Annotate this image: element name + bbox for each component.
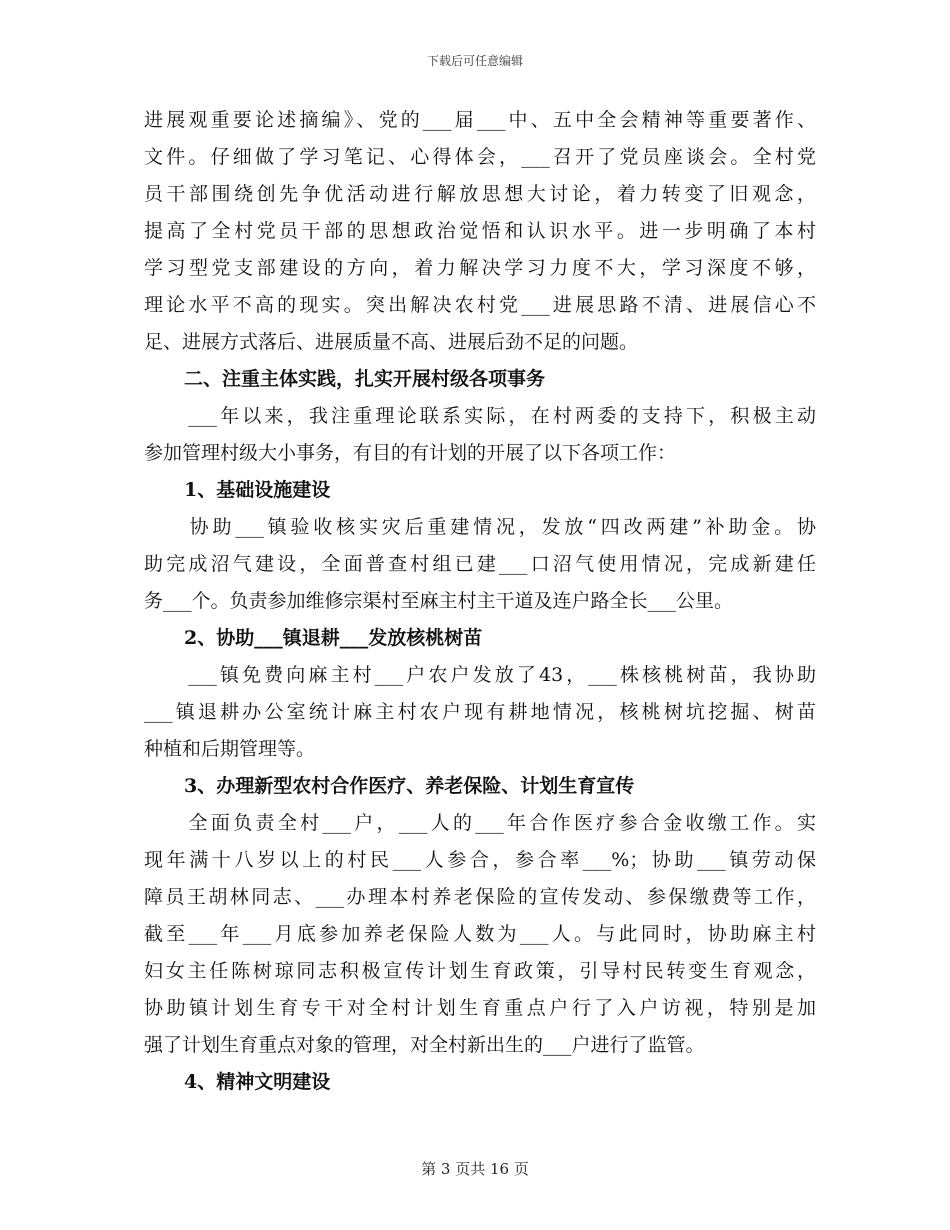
text-line: 截至___年___月底参加养老保险人数为___人。与此同时，协助麻主村 [144, 923, 816, 945]
text-line: 学习型党支部建设的方向，着力解决学习力度不大，学习深度不够， [144, 257, 816, 279]
page-header: 下载后可任意编辑 [426, 54, 523, 68]
document-body [144, 102, 816, 1101]
text-line: ___年以来，我注重理论联系实际，在村两委的支持下，积极主动 [144, 405, 816, 427]
text-line: 妇女主任陈树琼同志积极宣传计划生育政策，引导村民转变生育观念， [144, 960, 816, 982]
text-line: 种植和后期管理等。 [144, 738, 316, 760]
subsection-heading: 2、协助___镇退耕___发放核桃树苗 [184, 627, 483, 649]
text-line: 协助镇计划生育专干对全村计划生育重点户行了入户访视，特别是加 [144, 997, 816, 1019]
text-line: 文件。仔细做了学习笔记、心得体会，___召开了党员座谈会。全村党 [144, 146, 816, 168]
text-line: 员干部围绕创先争优活动进行解放思想大讨论，着力转变了旧观念， [144, 183, 816, 205]
text-line: 助完成沼气建设，全面普查村组已建___口沼气使用情况，完成新建任 [144, 553, 816, 575]
text-line: 障员王胡林同志、___办理本村养老保险的宣传发动、参保缴费等工作， [144, 886, 816, 908]
text-line: 参加管理村级大小事务，有目的有计划的开展了以下各项工作： [144, 442, 677, 464]
text-line: 理论水平不高的现实。突出解决农村党___进展思路不清、进展信心不 [144, 294, 816, 316]
text-line: ___镇免费向麻主村___户农户发放了43，___株核桃树苗，我协助 [144, 664, 816, 686]
text-line: 务___个。负责参加维修宗渠村至麻主村主干道及连户路全长___公里。 [144, 590, 734, 612]
subsection-heading: 3、办理新型农村合作医疗、养老保险、计划生育宣传 [184, 775, 635, 797]
text-line: 全面负责全村___户，___人的___年合作医疗参合金收缴工作。实 [144, 812, 816, 834]
page-footer: 第 3 页共 16 页 [421, 1160, 529, 1178]
text-line: 进展观重要论述摘编》、党的___届___中、五中全会精神等重要著作、 [144, 109, 816, 131]
subsection-heading: 4、精神文明建设 [184, 1071, 331, 1093]
text-line: 协助___镇验收核实灾后重建情况，发放“四改两建”补助金。协 [144, 516, 816, 538]
section-heading: 二、注重主体实践，扎实开展村级各项事务 [184, 368, 546, 390]
text-line: 提高了全村党员干部的思想政治觉悟和认识水平。进一步明确了本村 [144, 220, 816, 242]
text-line: 足、进展方式落后、进展质量不高、进展后劲不足的问题。 [144, 331, 639, 353]
subsection-heading: 1、基础设施建设 [184, 479, 331, 501]
text-line: 强了计划生育重点对象的管理，对全村新出生的___户进行了监管。 [144, 1034, 705, 1056]
text-line: ___镇退耕办公室统计麻主村农户现有耕地情况，核桃树坑挖掘、树苗 [144, 701, 816, 723]
text-line: 现年满十八岁以上的村民___人参合，参合率___%；协助___镇劳动保 [144, 849, 816, 871]
